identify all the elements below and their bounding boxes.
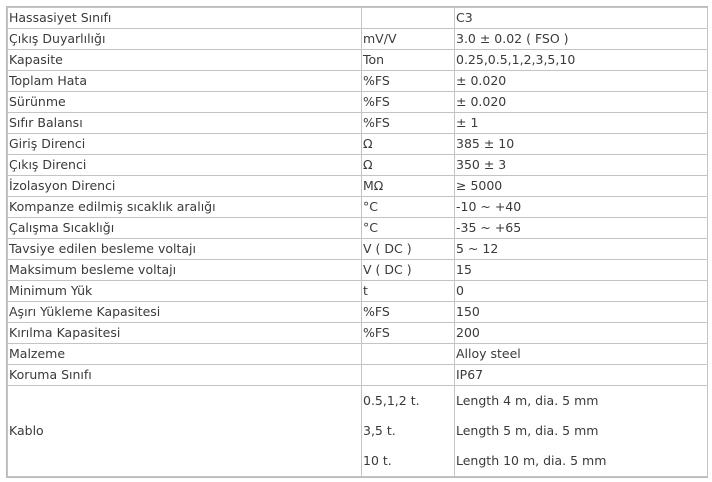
spec-name-cell: Çalışma Sıcaklığı: [8, 218, 362, 239]
spec-unit-cell: MΩ: [362, 176, 455, 197]
spec-row: [8, 260, 708, 281]
spec-unit-cell: %FS: [362, 71, 455, 92]
spec-row: [8, 197, 708, 218]
spec-value-cell: ± 0.020: [455, 92, 708, 113]
spec-value-cell: 150: [455, 302, 708, 323]
spec-unit-cell: °C: [362, 218, 455, 239]
spec-value-cell: 385 ± 10: [455, 134, 708, 155]
spec-value-cell: Alloy steel: [455, 344, 708, 365]
spec-value-cell: -10 ~ +40: [455, 197, 708, 218]
spec-value-cell: 350 ± 3: [455, 155, 708, 176]
spec-value-cell: -35 ~ +65: [455, 218, 708, 239]
cable-capacity-line: 0.5,1,2 t.: [363, 393, 420, 408]
spec-value-cell: 0: [455, 281, 708, 302]
spec-unit-cell: %FS: [362, 323, 455, 344]
spec-unit-cell: %FS: [362, 113, 455, 134]
spec-row: [8, 239, 708, 260]
spec-row: [8, 8, 708, 29]
cable-spec-line: Length 10 m, dia. 5 mm: [456, 453, 607, 468]
spec-value-cell: C3: [455, 8, 708, 29]
spec-unit-cell: °C: [362, 197, 455, 218]
spec-row: [8, 113, 708, 134]
spec-name-cell: Giriş Direnci: [8, 134, 362, 155]
cable-spec-cell: [455, 386, 708, 477]
spec-table-body: [8, 8, 708, 477]
spec-name-cell: Çıkış Duyarlılığı: [8, 29, 362, 50]
cable-capacity-line: 3,5 t.: [363, 423, 396, 438]
spec-row: [8, 176, 708, 197]
spec-value-cell: 200: [455, 323, 708, 344]
spec-unit-cell: V ( DC ): [362, 260, 455, 281]
spec-unit-cell: Ω: [362, 134, 455, 155]
cable-spec-line: Length 4 m, dia. 5 mm: [456, 393, 599, 408]
spec-row: [8, 344, 708, 365]
spec-name-cell: Çıkış Direnci: [8, 155, 362, 176]
spec-name-cell: Tavsiye edilen besleme voltajı: [8, 239, 362, 260]
spec-row: [8, 50, 708, 71]
cable-label-cell: Kablo: [8, 386, 362, 477]
spec-name-cell: Kompanze edilmiş sıcaklık aralığı: [8, 197, 362, 218]
spec-row: [8, 29, 708, 50]
spec-row: [8, 323, 708, 344]
spec-name-cell: Minimum Yük: [8, 281, 362, 302]
spec-unit-cell: [362, 8, 455, 29]
load-cell-spec-table: [7, 7, 708, 477]
spec-value-cell: ± 0.020: [455, 71, 708, 92]
cable-row: [8, 386, 708, 477]
spec-row: [8, 281, 708, 302]
cable-capacity-cell: [362, 386, 455, 477]
cable-spec-line: Length 5 m, dia. 5 mm: [456, 423, 599, 438]
spec-name-cell: Kırılma Kapasitesi: [8, 323, 362, 344]
spec-value-cell: ≥ 5000: [455, 176, 708, 197]
spec-name-cell: Sürünme: [8, 92, 362, 113]
spec-row: [8, 71, 708, 92]
spec-value-cell: 0.25,0.5,1,2,3,5,10: [455, 50, 708, 71]
spec-unit-cell: %FS: [362, 302, 455, 323]
spec-name-cell: Toplam Hata: [8, 71, 362, 92]
spec-name-cell: Kapasite: [8, 50, 362, 71]
spec-name-cell: Aşırı Yükleme Kapasitesi: [8, 302, 362, 323]
spec-row: [8, 134, 708, 155]
spec-row: [8, 155, 708, 176]
spec-name-cell: Sıfır Balansı: [8, 113, 362, 134]
spec-value-cell: IP67: [455, 365, 708, 386]
spec-row: [8, 218, 708, 239]
spec-row: [8, 365, 708, 386]
spec-unit-cell: [362, 344, 455, 365]
spec-unit-cell: V ( DC ): [362, 239, 455, 260]
spec-value-cell: 5 ~ 12: [455, 239, 708, 260]
spec-value-cell: 15: [455, 260, 708, 281]
spec-table-container: [6, 6, 708, 478]
spec-unit-cell: t: [362, 281, 455, 302]
spec-row: [8, 92, 708, 113]
spec-unit-cell: %FS: [362, 92, 455, 113]
cable-capacity-line: 10 t.: [363, 453, 392, 468]
spec-value-cell: 3.0 ± 0.02 ( FSO ): [455, 29, 708, 50]
spec-value-cell: ± 1: [455, 113, 708, 134]
spec-name-cell: Hassasiyet Sınıfı: [8, 8, 362, 29]
spec-name-cell: Maksimum besleme voltajı: [8, 260, 362, 281]
spec-name-cell: İzolasyon Direnci: [8, 176, 362, 197]
spec-row: [8, 302, 708, 323]
spec-unit-cell: Ton: [362, 50, 455, 71]
spec-name-cell: Koruma Sınıfı: [8, 365, 362, 386]
spec-name-cell: Malzeme: [8, 344, 362, 365]
spec-unit-cell: mV/V: [362, 29, 455, 50]
spec-unit-cell: [362, 365, 455, 386]
spec-unit-cell: Ω: [362, 155, 455, 176]
